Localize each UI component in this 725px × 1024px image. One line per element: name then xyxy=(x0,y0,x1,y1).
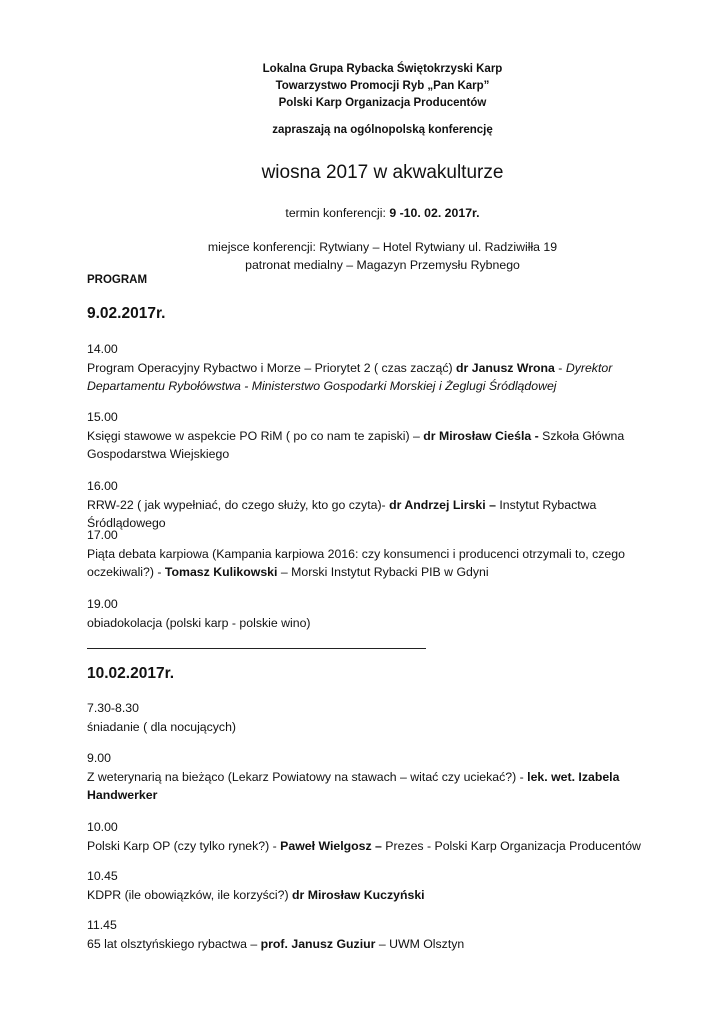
agenda-affiliation: Szkoła Główna Gospodarstwa Wiejskiego xyxy=(87,428,625,461)
agenda-speaker: dr Mirosław Kuczyński xyxy=(292,887,425,902)
agenda-affiliation: – Morski Instytut Rybacki PIB w Gdyni xyxy=(277,565,489,579)
agenda-item xyxy=(87,699,677,736)
agenda-item xyxy=(87,867,677,904)
agenda-item xyxy=(87,477,677,533)
agenda-time: 7.30-8.30 xyxy=(87,701,139,715)
agenda-item xyxy=(87,408,677,464)
agenda-topic: śniadanie ( dla nocujących) xyxy=(87,719,237,734)
agenda-topic: Program Operacyjny Rybactwo i Morze – Priorytet 2 ( czas zacząć) xyxy=(87,360,457,375)
agenda-item xyxy=(87,340,677,396)
agenda-separator: - xyxy=(554,360,566,375)
organizer-2: Towarzystwo Promocji Ryb „Pan Karp” xyxy=(275,80,490,92)
agenda-topic: Polski Karp OP (czy tylko rynek?) - xyxy=(87,838,281,853)
invitation-text: zapraszają na ogólnopolską konferencję xyxy=(272,124,493,136)
agenda-topic: 65 lat olsztyńskiego rybactwa – xyxy=(87,936,261,951)
agenda-affiliation: Prezes - Polski Karp Organizacja Producentów xyxy=(381,838,641,853)
day-separator xyxy=(87,648,426,649)
organizer-3: Polski Karp Organizacja Producentów xyxy=(278,97,487,109)
conference-term xyxy=(0,204,725,222)
agenda-topic: obiadokolacja (polski karp - polskie wino) xyxy=(87,615,311,630)
agenda-item xyxy=(87,818,677,855)
agenda-time: 10.00 xyxy=(87,820,118,834)
agenda-topic: RRW-22 ( jak wypełniać, do czego służy, kto go czyta)- xyxy=(87,497,390,512)
agenda-item xyxy=(87,526,677,582)
day-2-date: 10.02.2017r. xyxy=(87,665,175,682)
agenda-topic: Z weterynarią na bieżąco (Lekarz Powiatowy na stawach – witać czy uciekać?) - xyxy=(87,769,528,784)
agenda-item xyxy=(87,916,677,953)
conference-title: wiosna 2017 w akwakulturze xyxy=(261,162,504,183)
agenda-time: 14.00 xyxy=(87,342,118,356)
organizers xyxy=(0,61,725,112)
agenda-affiliation: Dyrektor Departamentu Rybołówstwa - Ministerstwo Gospodarki Morskiej i Żeglugi Śródlądowej xyxy=(87,360,613,393)
media-patronage: patronat medialny – Magazyn Przemysłu Rybnego xyxy=(245,258,520,272)
agenda-speaker: lek. wet. Izabela Handwerker xyxy=(87,769,620,802)
agenda-item xyxy=(87,749,677,805)
organizer-1: Lokalna Grupa Rybacka Świętokrzyski Karp xyxy=(262,63,503,75)
program-heading: PROGRAM xyxy=(87,274,148,286)
agenda-time: 16.00 xyxy=(87,479,118,493)
agenda-affiliation: Instytut Rybactwa Śródlądowego xyxy=(87,497,597,530)
agenda-speaker: Paweł Wielgosz – xyxy=(280,838,382,853)
term-label: termin konferencji: xyxy=(285,206,390,220)
term-value: 9 -10. 02. 2017r. xyxy=(389,206,480,220)
day-1-date: 9.02.2017r. xyxy=(87,305,166,322)
agenda-time: 19.00 xyxy=(87,597,118,611)
conference-place: miejsce konferencji: Rytwiany – Hotel Rytwiany ul. Radziwiłła 19 xyxy=(207,240,558,254)
agenda-time: 15.00 xyxy=(87,410,118,424)
agenda-item xyxy=(87,595,677,632)
agenda-speaker: prof. Janusz Guziur xyxy=(260,936,376,951)
conference-info xyxy=(0,238,725,274)
agenda-affiliation: – UWM Olsztyn xyxy=(375,936,465,951)
agenda-time: 9.00 xyxy=(87,751,111,765)
agenda-topic: Księgi stawowe w aspekcie PO RiM ( po co nam te zapiski) – xyxy=(87,428,424,443)
agenda-time: 10.45 xyxy=(87,869,118,883)
agenda-speaker: Tomasz Kulikowski xyxy=(164,565,278,579)
agenda-speaker: dr Andrzej Lirski – xyxy=(389,497,496,512)
agenda-time: 11.45 xyxy=(87,918,117,932)
agenda-speaker: dr Janusz Wrona xyxy=(456,360,555,375)
agenda-time: 17.00 xyxy=(87,528,118,542)
agenda-topic: KDPR (ile obowiązków, ile korzyści?) xyxy=(87,887,293,902)
agenda-topic: Piąta debata karpiowa (Kampania karpiowa 2016: czy konsumenci i producenci otrzymali to, czego oczekiwali?) - xyxy=(87,546,625,579)
agenda-speaker: dr Mirosław Cieśla - xyxy=(423,428,539,443)
